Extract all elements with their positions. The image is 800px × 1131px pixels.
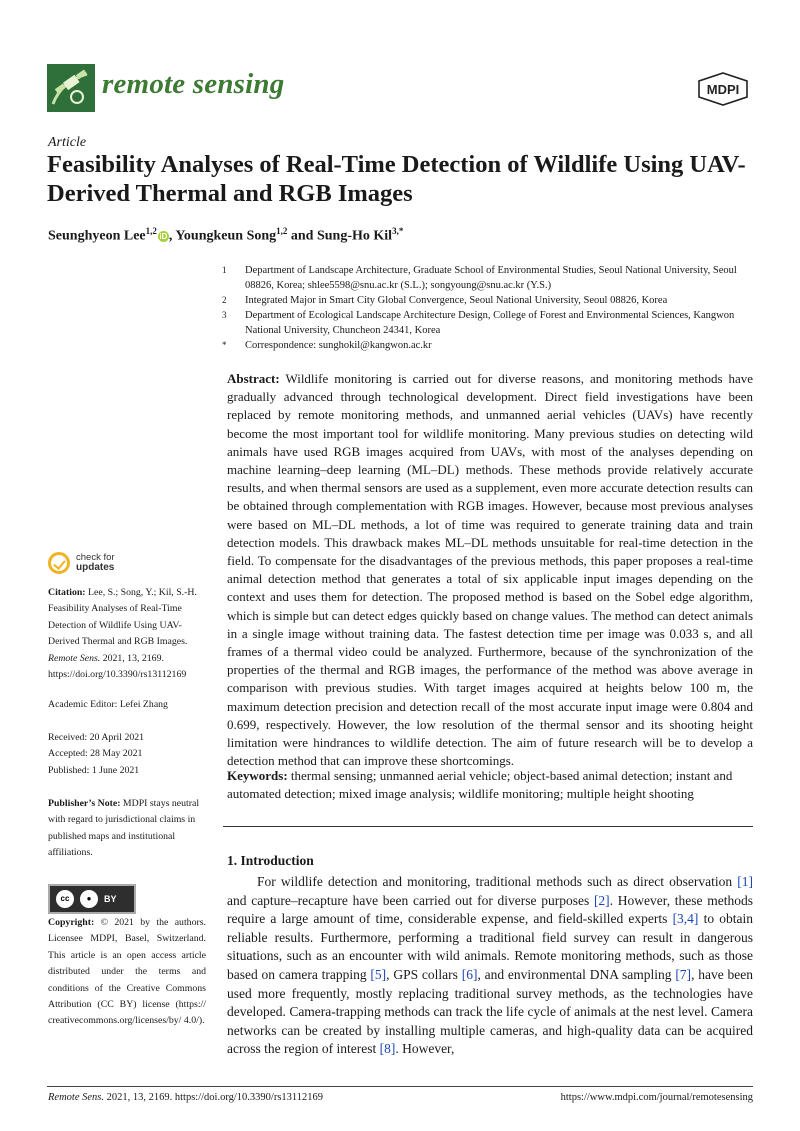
author-name[interactable]: Seunghyeon Lee <box>48 228 146 244</box>
author-affiliation-mark: 1,2 <box>276 226 288 236</box>
abstract <box>227 370 753 770</box>
keywords <box>227 767 753 803</box>
affiliation-mark: 1 <box>222 265 227 275</box>
by-label: BY <box>104 894 117 904</box>
cc-by-license-badge[interactable] <box>48 884 136 914</box>
abstract-text: Wildlife monitoring is carried out for diverse reasons, and monitoring methods have gradually advanced through technological development. Direct field investigations have been replaced by remote monitoring methods, and unmanned aerial vehicles (UAVs) have recently become the most important tool for wildlife monitoring. Many previous studies on detecting wild animals have used RGB images acquired from UAVs, with most of the analyses depending on machine learning–deep learning (ML–DL) methods. These methods provide relatively accurate results, and when thermal sensors are used as a supplement, even more accurate detection results can be obtained through complementation with RGB images. However, because most previous analyses were based on ML–DL methods, a lot of time was required to generate training data and train detection models. This drawback makes ML–DL methods unsuitable for real-time detection in the field. To compensate for the disadvantages of the previous methods, this paper proposes a real-time animal detection method that generates a total of six applicable input images depending on the context and uses them for detection. The proposed method is based on the Sobel edge algorithm, which is simple but can detect edges quickly based on change values. The method can detect animals in a single image without training data. The fastest detection time per image was 0.033 s, and all frames of a thermal video could be analyzed. Furthermore, because of the synchronization of the properties of the thermal and RGB images, the performance of the method was above average in comparison with previous studies. With target images acquired at heights below 100 m, the maximum detection precision and detection recall of the most accurate input image were 0.804 and 0.699, respectively. However, the low resolution of the thermal sensor and its shooting height limitation were hindrances to wildlife detection. The aim of future research will be to develop a detection method that can improve these shortcomings. <box>227 371 754 769</box>
journal-name: remote sensing <box>102 68 285 100</box>
keywords-text: thermal sensing; unmanned aerial vehicle; object-based animal detection; instant and automated detection; mixed image analysis; wildlife monitoring; multiple height shooting <box>227 768 733 802</box>
correspondence-text: Correspondence: sunghokil@kangwon.ac.kr <box>245 340 432 351</box>
affiliation-text: Department of Ecological Landscape Architecture Design, College of Forest and Environmental Sciences, Kangwon National University, Chuncheon 24341, Korea <box>245 310 735 336</box>
academic-editor: Academic Editor: Lefei Zhang <box>48 699 168 710</box>
paragraph-text: , and environmental DNA sampling <box>477 966 676 982</box>
affiliation-item <box>222 263 762 293</box>
affiliation-text: Department of Landscape Architecture, Graduate School of Environmental Studies, Seoul National University, Seoul 08826, Korea; shlee5598@snu.ac.kr (S.L.); songyoung@snu.ac.kr (Y.S.) <box>245 265 737 291</box>
publisher-note <box>48 796 210 862</box>
reference-link[interactable]: [7] <box>675 966 692 982</box>
footer-citation <box>48 1092 323 1103</box>
published-date: Published: 1 June 2021 <box>48 764 140 776</box>
paragraph-text: and capture–recapture have been carried out for diverse purposes <box>227 892 594 908</box>
check-for-updates-badge[interactable] <box>48 552 115 574</box>
affiliation-mark: 3 <box>222 310 227 320</box>
mdpi-logo-text: MDPI <box>706 82 740 97</box>
article-title: Feasibility Analyses of Real-Time Detection of Wildlife Using UAV-Derived Thermal and RGB Images <box>47 151 746 207</box>
author-list <box>48 226 403 245</box>
journal-logo <box>47 64 95 112</box>
citation-doi-link[interactable]: https://doi.org/10.3390/rs13112169 <box>48 669 187 681</box>
affiliation-item <box>222 338 762 353</box>
section-heading-introduction: 1. Introduction <box>227 853 314 868</box>
introduction-paragraph <box>227 873 753 1059</box>
citation-label: Citation: <box>48 587 86 598</box>
copyright-label: Copyright: <box>48 917 95 928</box>
paragraph-text: . However, <box>395 1041 455 1057</box>
paragraph-text: , GPS collars <box>386 966 462 982</box>
reference-link[interactable]: [2] <box>593 892 610 908</box>
affiliation-mark: 2 <box>222 295 227 305</box>
abstract-label: Abstract: <box>227 371 280 386</box>
satellite-icon <box>47 64 95 112</box>
footer-divider <box>47 1086 753 1087</box>
article-type: Article <box>48 135 87 150</box>
attribution-icon: ● <box>80 890 98 908</box>
affiliation-item <box>222 293 762 308</box>
creative-commons-icon: cc <box>56 890 74 908</box>
publisher-note-label: Publisher’s Note: <box>48 798 121 809</box>
mdpi-logo <box>697 72 749 106</box>
accepted-date: Accepted: 28 May 2021 <box>48 748 143 760</box>
author-affiliation-mark: 1,2 <box>145 226 157 236</box>
author-name[interactable]: Youngkeun Song <box>175 228 277 244</box>
reference-link[interactable]: [1] <box>737 874 753 889</box>
paragraph-text: to obtain reliable results. Furthermore, performing a traditional field survey can result in dangerous situations, such as an encounter with wild animals. Remote monitoring methods, such as those based on camera trapping <box>227 911 753 982</box>
citation-text: Lee, S.; Song, Y.; Kil, S.-H. Feasibility Analyses of Real-Time Detection of Wildlife Using UAV-Derived Thermal and RGB Images. <box>48 587 197 648</box>
keywords-label: Keywords: <box>227 768 288 783</box>
paragraph-text: , have been used more frequently, mostly replacing traditional survey methods, as the technologies have developed. Camera-trapping methods can track the life cycle of animals at the nest level. Camera networks can be created by installing multiple cameras, and high-quality data can be acquired across the region of interest <box>227 966 754 1057</box>
dates-block <box>48 730 208 779</box>
reference-link[interactable]: [8] <box>379 1041 396 1057</box>
citation-journal: Remote Sens. <box>48 652 101 664</box>
reference-link[interactable]: [3,4] <box>672 911 699 927</box>
received-date: Received: 20 April 2021 <box>48 732 145 743</box>
author-separator: and <box>287 228 317 244</box>
author-name[interactable]: Sung-Ho Kil <box>316 228 393 244</box>
orcid-icon[interactable]: iD <box>159 231 168 241</box>
check-updates-line2: updates <box>76 562 115 573</box>
affiliation-text: Integrated Major in Smart City Global Convergence, Seoul National University, Seoul 08826, Korea <box>245 295 668 306</box>
paragraph-text: For wildlife detection and monitoring, traditional methods such as direct observation <box>257 874 738 889</box>
citation-block <box>48 585 208 683</box>
footer-journal: Remote Sens. <box>48 1092 104 1103</box>
affiliation-mark: * <box>222 340 227 350</box>
copyright-block <box>48 915 206 1030</box>
affiliations <box>222 263 762 353</box>
check-updates-line1: check for <box>76 552 115 563</box>
paragraph-text: . However, these methods require a large amount of time, considerable expense, and field-skilled experts <box>227 892 753 927</box>
reference-link[interactable]: [5] <box>370 966 387 982</box>
copyright-text: © 2021 by the authors. Licensee MDPI, Basel, Switzerland. This article is an open access article distributed under the terms and conditions of the Creative Commons Attribution (CC BY) license (https:// creativecommons.org/licenses/by/ 4.0/). <box>48 917 206 1027</box>
check-updates-icon <box>48 552 70 574</box>
footer-journal-url[interactable]: https://www.mdpi.com/journal/remotesensing <box>560 1092 753 1103</box>
author-separator: , <box>168 228 176 244</box>
citation-year-volume: 2021, 13, 2169. <box>102 652 164 664</box>
publisher-note-text: MDPI stays neutral with regard to jurisdictional claims in published maps and institutional affiliations. <box>48 798 200 859</box>
footer-citation-text[interactable]: 2021, 13, 2169. https://doi.org/10.3390/rs13112169 <box>106 1092 324 1103</box>
reference-link[interactable]: [6] <box>461 966 478 982</box>
affiliation-item <box>222 308 762 338</box>
author-affiliation-mark: 3,* <box>392 226 404 236</box>
section-divider <box>223 826 753 827</box>
